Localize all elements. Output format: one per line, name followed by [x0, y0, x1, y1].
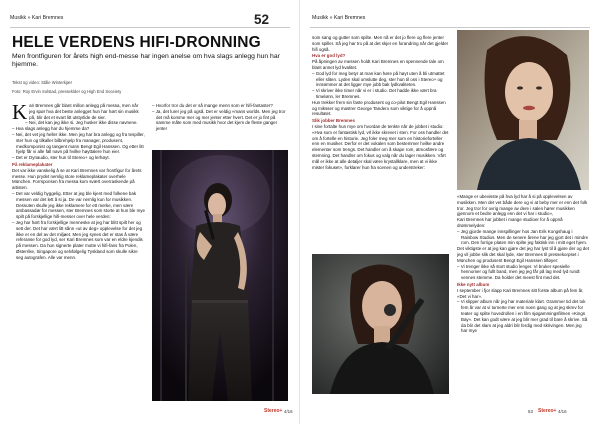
paragraph: – Det er Dynaudio, ster hun til Stereo+ og lerhøyt.	[12, 155, 110, 161]
paragraph: Hun trekker frem sin faste produsent og co-pilot Bengt Egil Hanssen og miksser og mastrer George Tandero som viktige for å oppnå resultatet.	[312, 99, 446, 117]
paragraph: – Ja, det lurer jeg på også. Det er veldig «mans worlds. Men jeg tror det må komme mer og mer jenter etter hvert. Det er jo fint på samme måte som med musikk hvor det kjem de fleste ganger jenter	[152, 108, 286, 132]
header-rule	[10, 27, 290, 28]
paragraph: – Jeg gjorde mange innspillinger hos Jan Erik Kongshaug i Rainbow Studios. Men de senere årene har jeg gjort det i mindre rom. Den forrige platen min spilte jeg faktisk inn i mitt eget hjem.	[457, 228, 589, 246]
article-column-2	[457, 194, 589, 334]
footer-issue: 4/16	[558, 409, 567, 414]
concert-photo	[152, 150, 288, 401]
subheading: På reklameplakater	[12, 161, 53, 167]
credit-photo: Foto: Roy Ervin Solstad, presseklder og High End Soceiety	[12, 89, 122, 94]
paragraph: I september i fjor slapp Kari Bremnes sitt forste album på fem år, «Det vi har».	[457, 287, 584, 299]
header-rule	[310, 27, 590, 28]
paragraph: – Vi slipper album når jeg har materiale klart. Grammer tid det tok fem år var at vi turnerte mer enn noen gang og at jeg skrev for teater og spilte hovedrollen i en film sjøgammingsfilmen «Kings Bay». Det kan godt være at jeg blir mer grad til bare å skrive. Så da blir det slam at jeg aldri blir ferdig med skrivingen. Men jeg har mye	[457, 299, 588, 334]
footer-logo: Stereo+	[538, 408, 557, 414]
subheading: Hva er god lyd?	[312, 53, 346, 59]
paragraph: Kari Bremnes har jobbet i mange studioer for å oppnå drømmelyden:	[457, 217, 563, 228]
paragraph: Det var ikke vanskelig å se at Kari Bremnes var frontfigur for årets messe. Hun prydet nemlig store reklameplakater overhele München. Forrsponsen fra messa kom svært overraskende på artisten.	[12, 167, 142, 191]
subheading: Ikke nytt album	[457, 281, 490, 287]
paragraph: – Jeg har hørt fra forskjellige menneske at jeg har blitt spilt her og sett der. Det har vært litt sånn «ut av deg» opplevelse for det jeg ikke er en del av det miljøet. Men jeg synes det er stas å være referanse for god lyd, ser Kari Bremnes som var en eldre kjendis på messen. Da hun signerte plater motte vi hifi-fans fra Polen, Østerrike, Singapore og selvfølgelig Tyskland som skulle sikre seg autografen. Alle var menn.	[12, 219, 143, 260]
paragraph: – God lyd for meg betyr at man kan høre på høyt uten å bli utmattet eller sliten. Lyden skal omslutte deg, ster hun til oss i Stereo+ og innrømmer at det ligger mye jobb bak lydkvaliteten.	[312, 70, 445, 88]
subheading: Slik jobber Bremnes	[312, 118, 355, 124]
footer-page-number: 53	[528, 409, 533, 414]
paragraph: – Det var veldig hyggelig. Etter at jeg ble kjent med folkene bak messen var det lett å si ja. De var nemlig kun for musikken. Dessuten skulle jeg ikke reklamere for ett merke, men være ambassadør for messen, ster Bremnes som storte at hun ble mye spilt på forskjellige hifi-messer over hele verden:	[12, 190, 145, 220]
paragraph: I sine fortalte hun mye om hvordan de tenkte når de jobbet i studio:	[312, 123, 444, 129]
lead-text: Men frontfiguren for årets high end-messe har ingen anelse om hva slags anlegg hun har hjemme.	[12, 53, 280, 69]
article-column-1	[12, 100, 145, 261]
paragraph: – Nei, det vet jeg heller ikke. Men jeg har bra anlegg og fra tespiller, ster hun og tilkaller bilbrehjelp fra manager, produsent, medkomponist og tangent mann Bengt Egil Hanssen. Og etter litt hjelp får vi alle fall navn på hvilke høyttalere hun eier.	[12, 131, 145, 155]
footer-logo: Stereo+	[264, 408, 283, 414]
footer-issue: 4/16	[284, 409, 293, 414]
paragraph: «Hva som er fantastisk lyd, vrl ikke skrevet i sten. For oss handler det om å fortelle en historie. Jeg foler meg mer som en historieforteller enn en musiker. Derfor er det vokalen som bestemmer hvilke andre elementer som trengs. Det handler om å skape rom, atmosfære og stemning. Det handler om fokus og valg når du lager musikken. Vårt mål er ikke at alle detaljer skal være krystallklare, men at vi ikke mister fokuset», forklarer hun fra scenen og understreker:	[312, 129, 449, 170]
credit-text: Tekst og video: Ståle Winterkjær	[12, 80, 73, 85]
paragraph: – Vi skriver ikke timer når vi er i studio. Det hadde ikke vært bra timelønn, ler Bremnes.	[312, 88, 437, 99]
paragraph: – Nei, det kan jeg ikke si. Jeg husker ikke disse navnene.	[25, 120, 138, 126]
paragraph: – Vi trenger ikke så stort studio lenger. Vi bruker spesielle hennomer og fullt band, men jeg jeg får på lag med lyd rundt vennes stemme. Da holder det meest fint med det.	[457, 263, 580, 281]
paragraph: som sang og gutter som spilte. Men nå er det jo flere og flere jenter som spiller. Så jeg har tro på at det skjer en forandring når det gjelder hifi også.	[312, 35, 449, 52]
paragraph: «Mange er ubevisste på hva lyd har å si på opplevelsen av musikken. Men det vet både dere og vi at beby mer er enn det folk tror. Jeg tror for ovrig mange av dere i salen hører musikken gjennom et bedre anlegg enn det vi har i studio»,	[457, 194, 588, 217]
paragraph: – Hvorfor tror du det er så mange menn som er hifi-fantaster?	[152, 103, 273, 108]
portrait-photo	[457, 30, 589, 190]
section-label: Musikk » Kari Bremnes	[10, 15, 64, 21]
paragraph: Det viktigste er at jeg kan gjøre det jeg har lyst til å gjøre der og det jeg vil jobbe slik det skal lyde, ster Bremnes til pressekorpset i München og produsent Bengt Egil Hanssen tilføyer:	[457, 246, 589, 263]
article-column-1	[312, 35, 449, 170]
headline: HELE VERDENS HIFI-DRONNING	[12, 34, 261, 51]
right-page	[300, 0, 600, 424]
singer-microphone-photo	[312, 254, 449, 394]
paragraph: – Hva slags anlegg har du hjemme da?	[12, 126, 90, 132]
page-number: 52	[254, 12, 270, 27]
intro-text: ari Bremnes går blant millon anlegg på messa, men når jeg spør hva det beste anlegget hun har hørt sin musikk på, blir det et svart litt utstyrlide de sier.	[29, 103, 139, 120]
article-column-2	[152, 103, 288, 132]
section-label: Musikk » Kari Bremnes	[312, 15, 366, 21]
drop-cap: K	[12, 100, 28, 124]
paragraph: På åpningen av messen holdt Kari Bremnes en spennende tale om blant annet lyd kvalitet.	[312, 59, 444, 70]
